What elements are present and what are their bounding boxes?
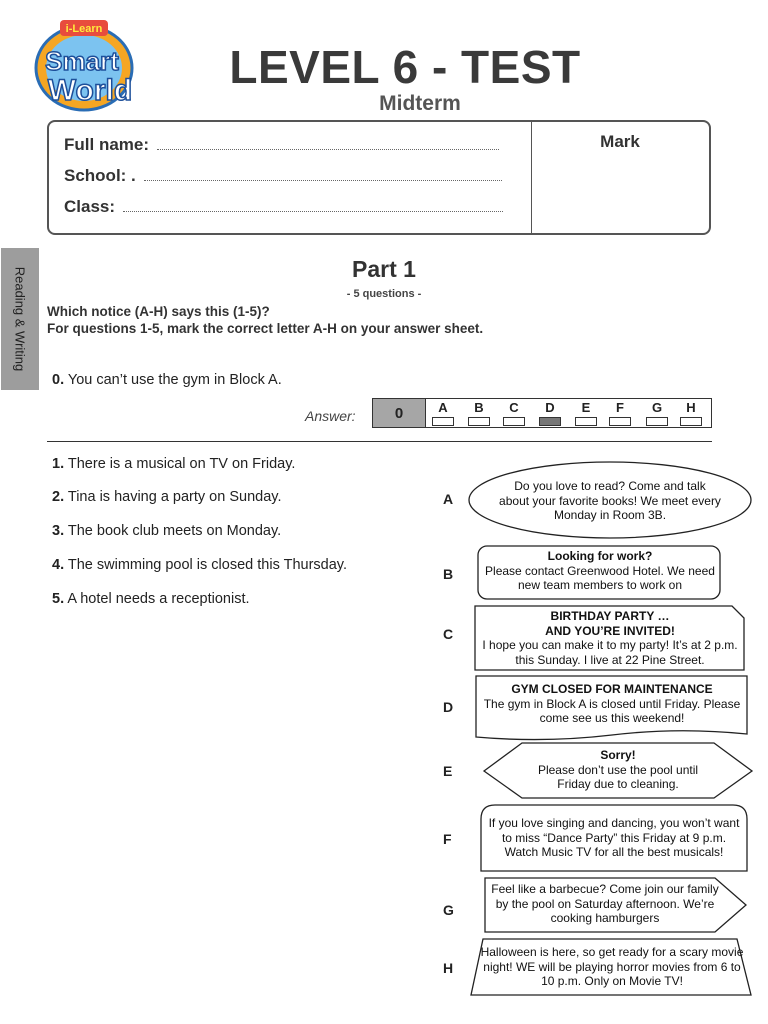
svg-text:Smart: Smart — [45, 46, 119, 76]
answer-option-f[interactable]: F — [609, 400, 631, 426]
test-subtitle: Midterm — [379, 92, 461, 115]
section-side-tab-label: Reading & Writing — [12, 266, 28, 372]
answer-checkbox[interactable] — [609, 417, 631, 426]
notice-letter-d: D — [443, 699, 454, 715]
notice-g — [490, 879, 720, 929]
notice-letter-a: A — [443, 491, 454, 507]
answer-checkbox[interactable] — [646, 417, 668, 426]
question-1: 1. There is a musical on TV on Friday. — [52, 456, 296, 472]
svg-text:World: World — [47, 74, 133, 107]
school-label: School: . — [64, 166, 136, 185]
full-name-field[interactable] — [157, 149, 499, 150]
school-field[interactable] — [144, 180, 502, 181]
notice-letter-h: H — [443, 960, 454, 976]
class-field[interactable] — [123, 211, 503, 212]
question-4: 4. The swimming pool is closed this Thursday. — [52, 557, 347, 573]
notice-d-body: The gym in Block A is closed until Friday. Please come see us this weekend! — [483, 696, 741, 726]
instruction-2: For questions 1-5, mark the correct letter A-H on your answer sheet. — [47, 321, 484, 336]
student-info-box — [47, 120, 711, 235]
answer-checkbox[interactable] — [575, 417, 597, 426]
answer-checkbox[interactable] — [468, 417, 490, 426]
notice-a — [498, 470, 722, 532]
answer-option-h[interactable]: H — [680, 400, 702, 426]
answer-checkbox[interactable] — [680, 417, 702, 426]
notice-letter-f: F — [443, 831, 452, 847]
notice-c-title: BIRTHDAY PARTY … AND YOU’RE INVITED! — [545, 609, 675, 638]
class-label: Class: — [64, 197, 116, 216]
answer-option-a[interactable]: A — [432, 400, 454, 426]
section-divider — [47, 441, 712, 442]
question-2: 2. Tina is having a party on Sunday. — [52, 489, 282, 505]
notice-letter-c: C — [443, 626, 454, 642]
instruction-1: Which notice (A-H) says this (1-5)? — [47, 304, 270, 319]
notice-e-body: Please don’t use the pool until Friday due to cleaning. — [537, 762, 699, 792]
smart-world-logo — [22, 18, 156, 118]
full-name-label: Full name: — [64, 135, 150, 154]
answer-option-g[interactable]: G — [646, 400, 668, 426]
answer-checkbox[interactable] — [432, 417, 454, 426]
notice-c-body: I hope you can make it to my party! It’s at 2 p.m. this Sunday. I live at 22 Pine Street. — [482, 638, 738, 667]
notice-b — [482, 548, 718, 594]
part-title: Part 1 — [352, 256, 416, 282]
answer-option-d[interactable]: D — [539, 400, 561, 426]
notice-e — [520, 745, 716, 795]
notice-b-title: Looking for work? — [547, 549, 653, 564]
part-subtitle: - 5 questions - — [346, 288, 422, 300]
notice-letter-g: G — [443, 902, 454, 918]
class-row — [64, 197, 503, 217]
example-text: You can’t use the gym in Block A. — [67, 372, 282, 388]
answer-sheet-example — [372, 398, 712, 428]
answer-option-c[interactable]: C — [503, 400, 525, 426]
notice-b-body: Please contact Greenwood Hotel. We need new team members to work on — [485, 563, 715, 593]
svg-text:i-Learn: i-Learn — [65, 23, 103, 35]
notice-g-body: Feel like a barbecue? Come join our family by the pool on Saturday afternoon. We’re cooking hamburgers — [491, 882, 719, 926]
answer-option-e[interactable]: E — [575, 400, 597, 426]
notice-f-body: If you love singing and dancing, you won’t want to miss “Dance Party” this Friday at 9 p.m. Watch Music TV for all the best musicals! — [488, 816, 740, 860]
answer-label: Answer: — [305, 408, 356, 424]
notice-h-body: Halloween is here, so get ready for a scary movie night! WE will be playing horror movies from 6 to 10 p.m. Only on Movie TV! — [480, 945, 744, 989]
answer-checkbox[interactable] — [503, 417, 525, 426]
mark-label: Mark — [600, 132, 640, 151]
notice-c — [480, 608, 740, 668]
question-3: 3. The book club meets on Monday. — [52, 523, 282, 539]
notice-f — [486, 807, 742, 869]
question-5: 5. A hotel needs a receptionist. — [52, 591, 250, 607]
notice-letter-e: E — [443, 763, 453, 779]
school-row — [64, 166, 502, 186]
notice-a-body: Do you love to read? Come and talk about your favorite books! We meet every Monday in Room 3B. — [499, 479, 721, 523]
notice-d — [480, 679, 744, 729]
answer-number: 0 — [373, 399, 426, 427]
test-title: LEVEL 6 - TEST — [229, 41, 581, 93]
example-question — [52, 372, 282, 388]
example-number: 0. — [52, 372, 65, 388]
answer-option-b[interactable]: B — [468, 400, 490, 426]
full-name-row — [64, 135, 499, 155]
notice-d-title: GYM CLOSED FOR MAINTENANCE — [511, 682, 713, 697]
answer-checkbox-selected[interactable] — [539, 417, 561, 426]
notice-e-title: Sorry! — [600, 748, 636, 763]
notice-h — [480, 940, 744, 994]
notice-letter-b: B — [443, 566, 454, 582]
